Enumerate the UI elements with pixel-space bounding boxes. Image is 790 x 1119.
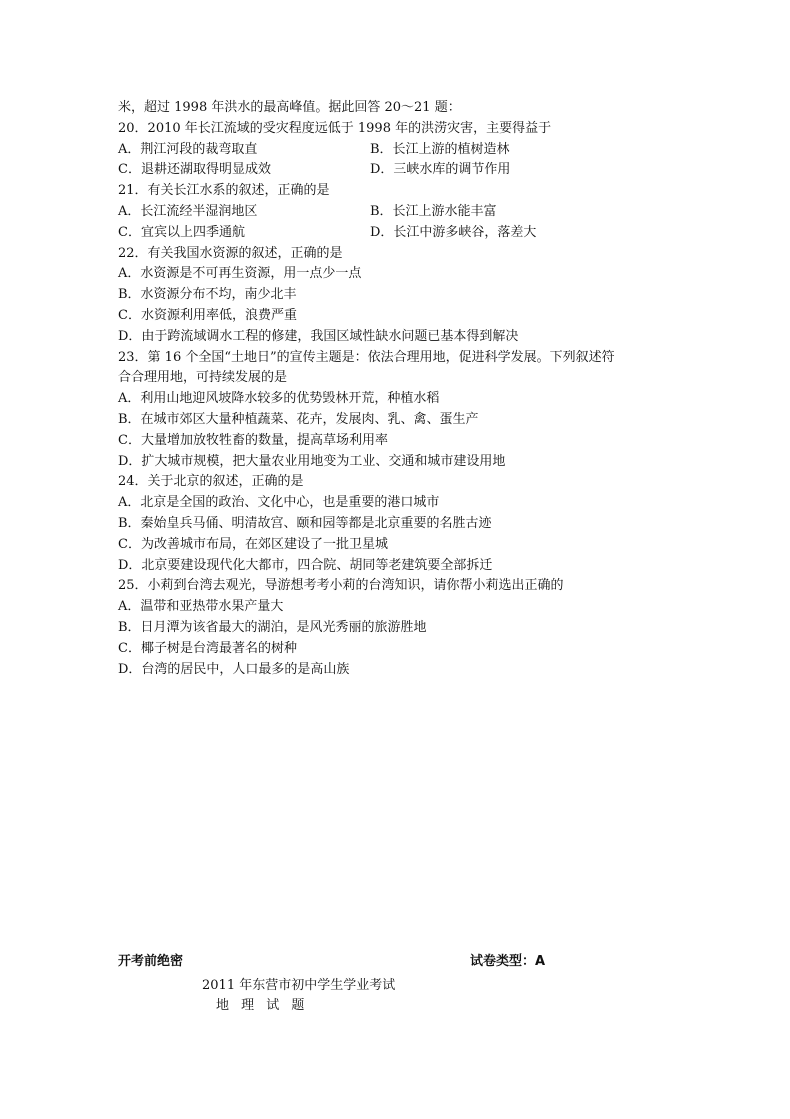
exam-header-footer <box>118 950 678 1013</box>
question-20-option-d: D．三峡水库的调节作用 <box>370 162 511 178</box>
question-24-stem: 24．关于北京的叙述，正确的是 <box>118 474 304 490</box>
confidential-label: 开考前绝密 <box>118 954 184 969</box>
question-21-option-b: B．长江上游水能丰富 <box>370 203 497 219</box>
intro-text: 米，超过 1998 年洪水的最高峰值。据此回答 20～21 题： <box>118 100 461 115</box>
question-22-stem: 22．有关我国水资源的叙述，正确的是 <box>118 245 343 261</box>
question-21-options-row-1 <box>118 202 678 223</box>
question-23-option-a: A．利用山地迎风坡降水较多的优势毁林开荒，种植水稻 <box>118 391 440 407</box>
question-20-option-c: C．退耕还湖取得明显成效 <box>118 162 271 178</box>
question-20-option-b: B．长江上游的植树造林 <box>370 141 510 157</box>
question-22-option-a: A．水资源是不可再生资源，用一点少一点 <box>118 266 362 282</box>
question-20-options-row-2 <box>118 160 678 181</box>
question-21-options-row-2 <box>118 223 678 244</box>
footer-top-row <box>118 950 678 970</box>
question-23-stem-continued: 合合理用地，可持续发展的是 <box>118 370 288 386</box>
question-22-option-c: C．水资源利用率低，浪费严重 <box>118 307 297 323</box>
question-22-option-d: D．由于跨流域调水工程的修建，我国区域性缺水问题已基本得到解决 <box>118 328 519 344</box>
question-21-option-c: C．宜宾以上四季通航 <box>118 224 245 240</box>
question-20-options-row-1 <box>118 140 678 161</box>
question-23-option-c: C．大量增加放牧牲畜的数量，提高草场利用率 <box>118 432 388 448</box>
question-22-option-b: B．水资源分布不均，南少北丰 <box>118 287 297 303</box>
exam-title: 2011 年东营市初中学生学业考试 <box>202 978 396 993</box>
question-25-option-b: B．日月潭为该省最大的湖泊，是风光秀丽的旅游胜地 <box>118 619 427 635</box>
question-25-option-c: C．椰子树是台湾最著名的树种 <box>118 640 297 656</box>
question-21-option-a: A．长江流经半湿润地区 <box>118 203 258 219</box>
question-20-option-a: A．荆江河段的裁弯取直 <box>118 141 258 157</box>
question-25-option-a: A．温带和亚热带水果产量大 <box>118 599 284 615</box>
question-20-stem: 20．2010 年长江流域的受灾程度远低于 1998 年的洪涝灾害，主要得益于 <box>118 120 552 136</box>
subject-title: 地 理 试 题 <box>216 998 309 1013</box>
question-21-option-d: D．长江中游多峡谷，落差大 <box>370 224 537 240</box>
question-25-option-d: D．台湾的居民中，人口最多的是高山族 <box>118 661 350 677</box>
paper-type-label: 试卷类型：A <box>470 954 546 969</box>
questions-section <box>118 98 678 680</box>
question-24-option-c: C．为改善城市布局，在郊区建设了一批卫星城 <box>118 536 388 552</box>
question-25-stem: 25．小莉到台湾去观光，导游想考考小莉的台湾知识，请你帮小莉选出正确的 <box>118 578 564 594</box>
question-23-option-d: D．扩大城市规模，把大量农业用地变为工业、交通和城市建设用地 <box>118 453 506 469</box>
question-24-option-a: A．北京是全国的政治、文化中心，也是重要的港口城市 <box>118 495 440 511</box>
question-23-option-b: B．在城市郊区大量种植蔬菜、花卉，发展肉、乳、禽、蛋生产 <box>118 411 479 427</box>
question-24-option-b: B．秦始皇兵马俑、明清故宫、颐和园等都是北京重要的名胜古迹 <box>118 515 492 531</box>
question-24-option-d: D．北京要建设现代化大都市，四合院、胡同等老建筑要全部拆迁 <box>118 557 493 573</box>
question-23-stem: 23．第 16 个全国“土地日”的宣传主题是：依法合理用地，促进科学发展。下列叙述符 <box>118 349 615 365</box>
question-21-stem: 21．有关长江水系的叙述，正确的是 <box>118 183 330 199</box>
